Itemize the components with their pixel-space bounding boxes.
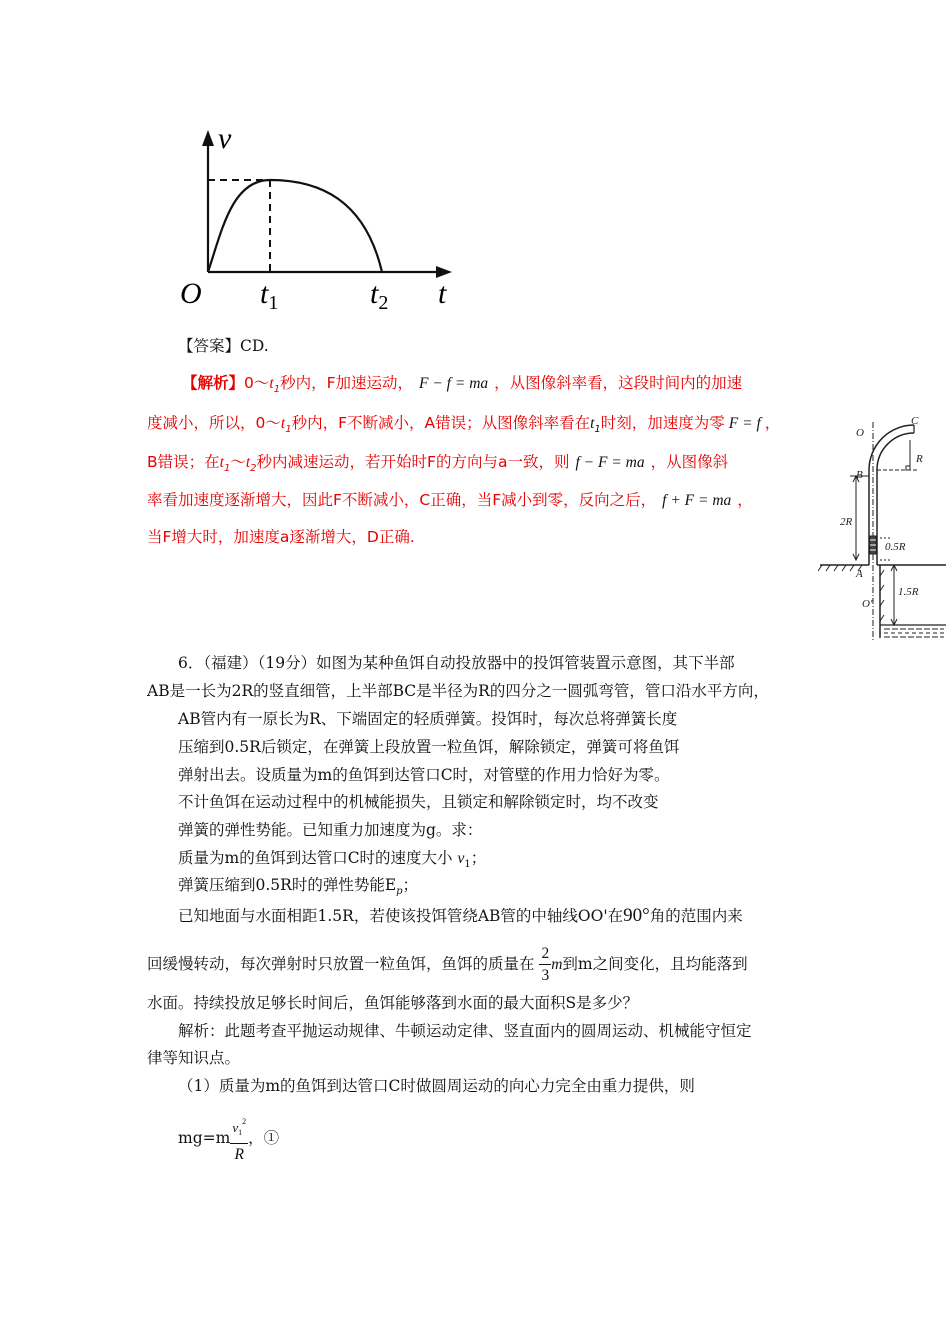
solution-equation-1: mg=m $\frac{v_1^2}{R}$ ，① [178,1112,279,1166]
problem-line-1: 6．（福建）（19分）如图为某种鱼饵自动投放器中的投饵管装置示意图，其下半部 [178,654,735,672]
problem-line-6: 不计鱼饵在运动过程中的机械能损失，且锁定和解除锁定时，均不改变 [178,793,659,811]
solution-line-3: （1）质量为m的鱼饵到达管口C时做圆周运动的向心力完全由重力提供，则 [178,1077,695,1095]
problem-line-10: 已知地面与水面相距1.5R，若使该投饵管绕AB管的中轴线OO'在90°角的范围内来 [178,905,743,926]
origin-label: O [180,277,202,310]
problem-line-2: AB是一长为2R的竖直细管，上半部BC是半径为R的四分之一圆弧弯管，管口沿水平方向， [147,682,769,700]
analysis-line-4: 率看加速度逐渐增大，因此F不断减小，C正确，当F减小到零，反向之后， f + F = ma ， [147,491,753,509]
t-label: t [438,277,447,310]
solution-line-1: 解析：此题考查平抛运动规律、牛顿运动定律、竖直面内的圆周运动、机械能守恒定 [178,1022,752,1040]
t2-label: $t_2$ [370,277,389,314]
analysis-line-2: 度减小，所以，$0\sim t_1$秒内，F不断减小，A错误；从图像斜率看在$t_1$时刻，加速度为零 F = f ， [147,414,781,435]
analysis-label: 【解析】 [182,374,245,392]
analysis-line-3: B错误；在$t_1\sim t_2$秒内减速运动，若开始时F的方向与a一致，则 f − F = ma ，从图像斜 [147,453,729,474]
label-2r: 2R [840,516,853,528]
problem-line-11: 回缓慢转动，每次弹射时只放置一粒鱼饵，鱼饵的质量在 $\frac{2}{3}$ m到m之间变化，且均能落到 [147,942,748,987]
t1-label: $t_1$ [260,277,279,314]
label-r: R [916,453,923,465]
label-o-prime: O' [862,598,873,610]
v-axis-arrow [202,130,214,146]
solution-line-2: 律等知识点。 [147,1049,241,1067]
problem-line-9: 弹簧压缩到0.5R时的弹性势能$E_p$； [178,876,419,897]
label-b: B [856,469,863,481]
vt-graph [170,120,470,320]
problem-line-4: 压缩到0.5R后锁定，在弹簧上段放置一粒鱼饵，解除锁定，弹簧可将鱼饵 [178,738,680,756]
problem-line-8: 质量为m的鱼饵到达管口C时的速度大小 $v_1$； [178,849,487,870]
label-0-5r: 0.5R [885,541,906,553]
analysis-line-1: 【解析】$0\sim t_1$秒内，F加速运动， F − f = ma ，从图像斜率看，这段时间内的加速 [182,374,743,395]
answer-line: 【答案】CD. [178,337,269,355]
analysis-line-5: 当F增大时，加速度a逐渐增大，D正确. [147,528,415,546]
problem-line-5: 弹射出去。设质量为m的鱼饵到达管口C时，对管壁的作用力恰好为零。 [178,766,670,784]
problem-line-3: AB管内有一原长为R、下端固定的轻质弹簧。投饵时，每次总将弹簧长度 [178,710,678,728]
label-1-5r: 1.5R [898,586,919,598]
problem-line-7: 弹簧的弹性势能。已知重力加速度为g。求： [178,821,483,839]
velocity-curve [208,180,382,272]
fraction-two-thirds: $\frac{2}{3}$ [541,944,550,984]
fraction-v1-squared-over-r: $\frac{v_1^2}{R}$ [230,1112,248,1166]
label-o: O [856,427,864,439]
v-label: v [218,122,232,155]
label-c: C [911,415,919,427]
problem-line-12: 水面。持续投放足够长时间后，鱼饵能够落到水面的最大面积S是多少？ [147,994,639,1012]
label-a: A [856,568,863,580]
tube-figure [818,410,948,655]
